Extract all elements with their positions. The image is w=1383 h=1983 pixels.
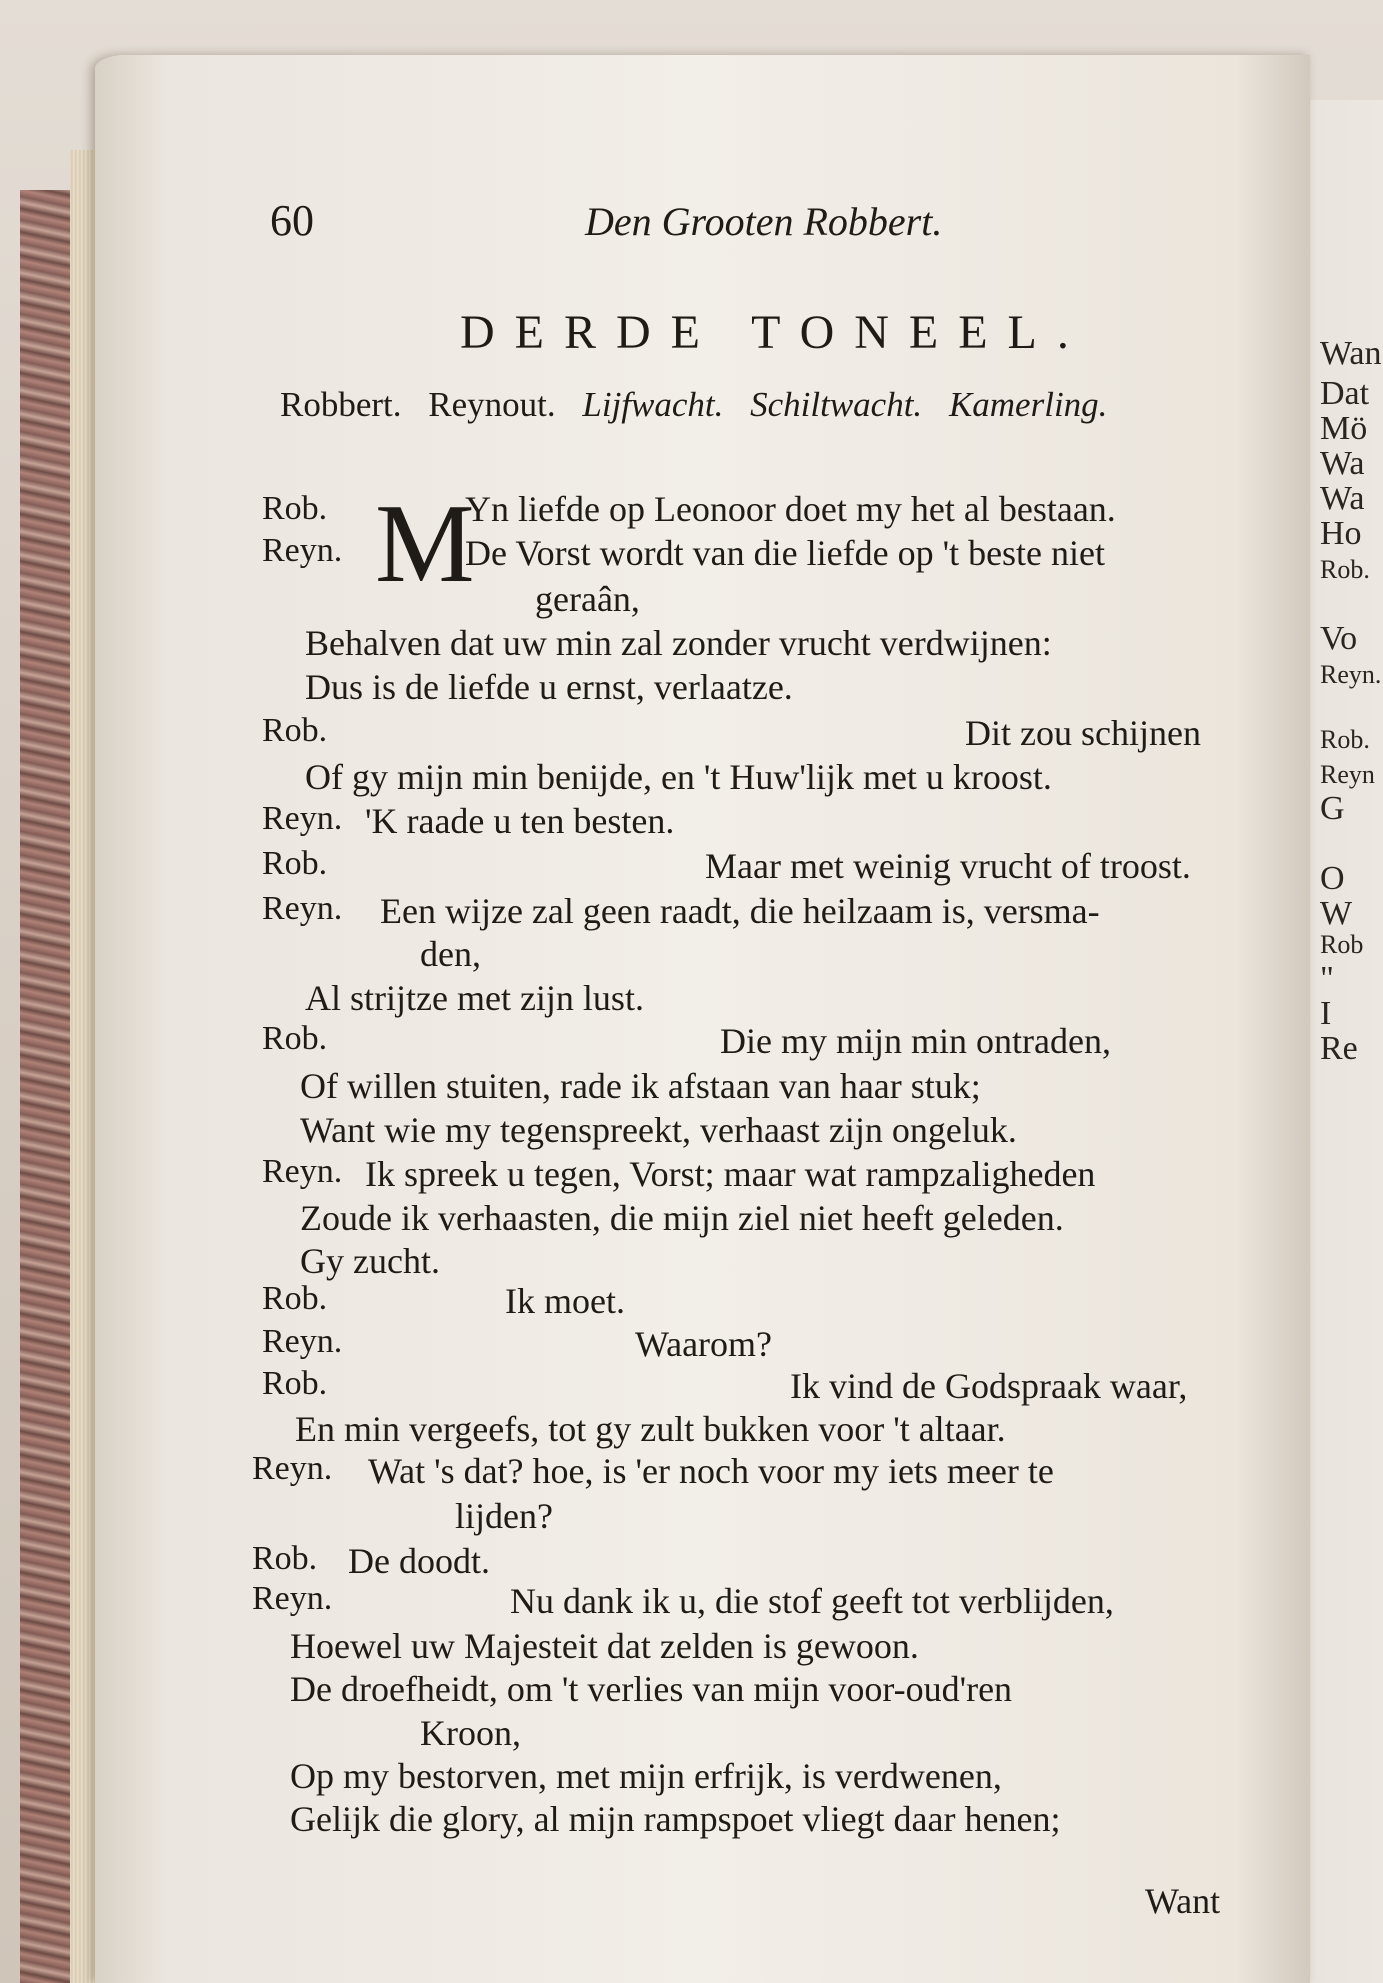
text-line: Kroon, xyxy=(420,1713,521,1753)
character-name: Reynout. xyxy=(428,385,556,424)
page-number: 60 xyxy=(270,196,314,245)
facing-fragment: Vo xyxy=(1320,620,1358,657)
speaker-label: Rob. xyxy=(262,1365,328,1402)
facing-fragment: Ho xyxy=(1320,515,1362,552)
facing-fragment: Dat xyxy=(1320,375,1370,412)
speaker-label: Rob. xyxy=(262,490,328,527)
facing-fragment: " xyxy=(1320,960,1334,997)
text-line: Wat 's dat? hoe, is 'er noch voor my iets meer te xyxy=(368,1451,1054,1491)
text-line: Zoude ik verhaasten, die mijn ziel niet heeft geleden. xyxy=(300,1198,1064,1238)
text-line: Of gy mijn min benijde, en 't Huw'lijk met u kroost. xyxy=(305,757,1052,797)
text-line: Hoewel uw Majesteit dat zelden is gewoon. xyxy=(290,1626,919,1666)
facing-fragment: Rob xyxy=(1320,930,1364,959)
speaker-label: Rob. xyxy=(262,845,328,882)
text-line: Want wie my tegenspreekt, verhaast zijn ongeluk. xyxy=(300,1110,1017,1150)
character-name: Kamerling. xyxy=(948,385,1108,424)
text-line: Behalven dat uw min zal zonder vrucht verdwijnen: xyxy=(305,623,1052,663)
running-head: Den Grooten Robbert. xyxy=(585,199,943,244)
text-line: Een wijze zal geen raadt, die heilzaam is, versma- xyxy=(380,891,1100,931)
text-line: den, xyxy=(420,934,481,974)
character-list xyxy=(280,385,1107,425)
speaker-label: Reyn. xyxy=(262,1153,343,1190)
facing-fragment: Wa xyxy=(1320,480,1365,517)
text-line: Dit zou schijnen xyxy=(965,713,1201,753)
speaker-label: Rob. xyxy=(252,1540,318,1577)
character-name: Schiltwacht. xyxy=(750,385,923,424)
facing-fragment: I xyxy=(1320,995,1332,1032)
speaker-label: Rob. xyxy=(262,712,328,749)
facing-fragment: Reyn. xyxy=(1320,660,1382,689)
text-line: Gy zucht. xyxy=(300,1241,440,1281)
speaker-label: Rob. xyxy=(262,1280,328,1317)
character-name: Lijfwacht. xyxy=(582,385,724,424)
facing-fragment: Rob. xyxy=(1320,555,1370,584)
facing-fragment: Mö xyxy=(1320,410,1368,447)
facing-fragment: Wan xyxy=(1320,335,1382,372)
speaker-label: Reyn. xyxy=(262,1323,343,1360)
drop-cap: M xyxy=(375,482,475,606)
facing-fragment: G xyxy=(1320,790,1345,827)
text-line: Ik spreek u tegen, Vorst; maar wat rampzaligheden xyxy=(365,1154,1096,1194)
facing-fragment: W xyxy=(1320,895,1353,932)
text-line: Maar met weinig vrucht of troost. xyxy=(705,846,1191,886)
speaker-label: Reyn. xyxy=(252,1580,333,1617)
text-line: 'K raade u ten besten. xyxy=(365,801,675,841)
text-line: Die my mijn min ontraden, xyxy=(720,1021,1111,1061)
facing-fragment: Reyn xyxy=(1320,760,1375,789)
text-line: geraân, xyxy=(535,579,640,619)
speaker-label: Rob. xyxy=(262,1020,328,1057)
speaker-label: Reyn. xyxy=(262,532,343,569)
catchword: Want xyxy=(1145,1881,1221,1921)
facing-fragment: Wa xyxy=(1320,445,1365,482)
speaker-label: Reyn. xyxy=(262,890,343,927)
text-line: Nu dank ik u, die stof geeft tot verblijden, xyxy=(510,1581,1114,1621)
facing-fragment: Rob. xyxy=(1320,725,1370,754)
facing-fragment: Re xyxy=(1320,1030,1358,1067)
text-line: En min vergeefs, tot gy zult bukken voor 't altaar. xyxy=(295,1409,1006,1449)
text-line: De doodt. xyxy=(348,1541,490,1581)
scene-title: DERDE TONEEL. xyxy=(460,306,1089,359)
text-line: Ik vind de Godspraak waar, xyxy=(790,1366,1188,1406)
text-line: De Vorst wordt van die liefde op 't beste niet xyxy=(465,533,1106,573)
speaker-label: Reyn. xyxy=(262,800,343,837)
text-line: Of willen stuiten, rade ik afstaan van haar stuk; xyxy=(300,1066,981,1106)
speaker-label: Reyn. xyxy=(252,1450,333,1487)
facing-fragment: O xyxy=(1320,860,1345,897)
text-line: Ik moet. xyxy=(505,1281,625,1321)
text-line: De droefheidt, om 't verlies van mijn voor-oud'ren xyxy=(290,1669,1013,1709)
text-line: Dus is de liefde u ernst, verlaatze. xyxy=(305,667,793,707)
character-name: Robbert. xyxy=(280,385,402,424)
text-line: Yn liefde op Leonoor doet my het al bestaan. xyxy=(465,489,1116,529)
text-line: Op my bestorven, met mijn erfrijk, is verdwenen, xyxy=(290,1756,1002,1796)
text-line: Waarom? xyxy=(635,1324,773,1364)
text-line: Al strijtze met zijn lust. xyxy=(305,978,644,1018)
text-line: Gelijk die glory, al mijn rampspoet vliegt daar henen; xyxy=(290,1799,1061,1839)
text-line: lijden? xyxy=(455,1496,553,1536)
